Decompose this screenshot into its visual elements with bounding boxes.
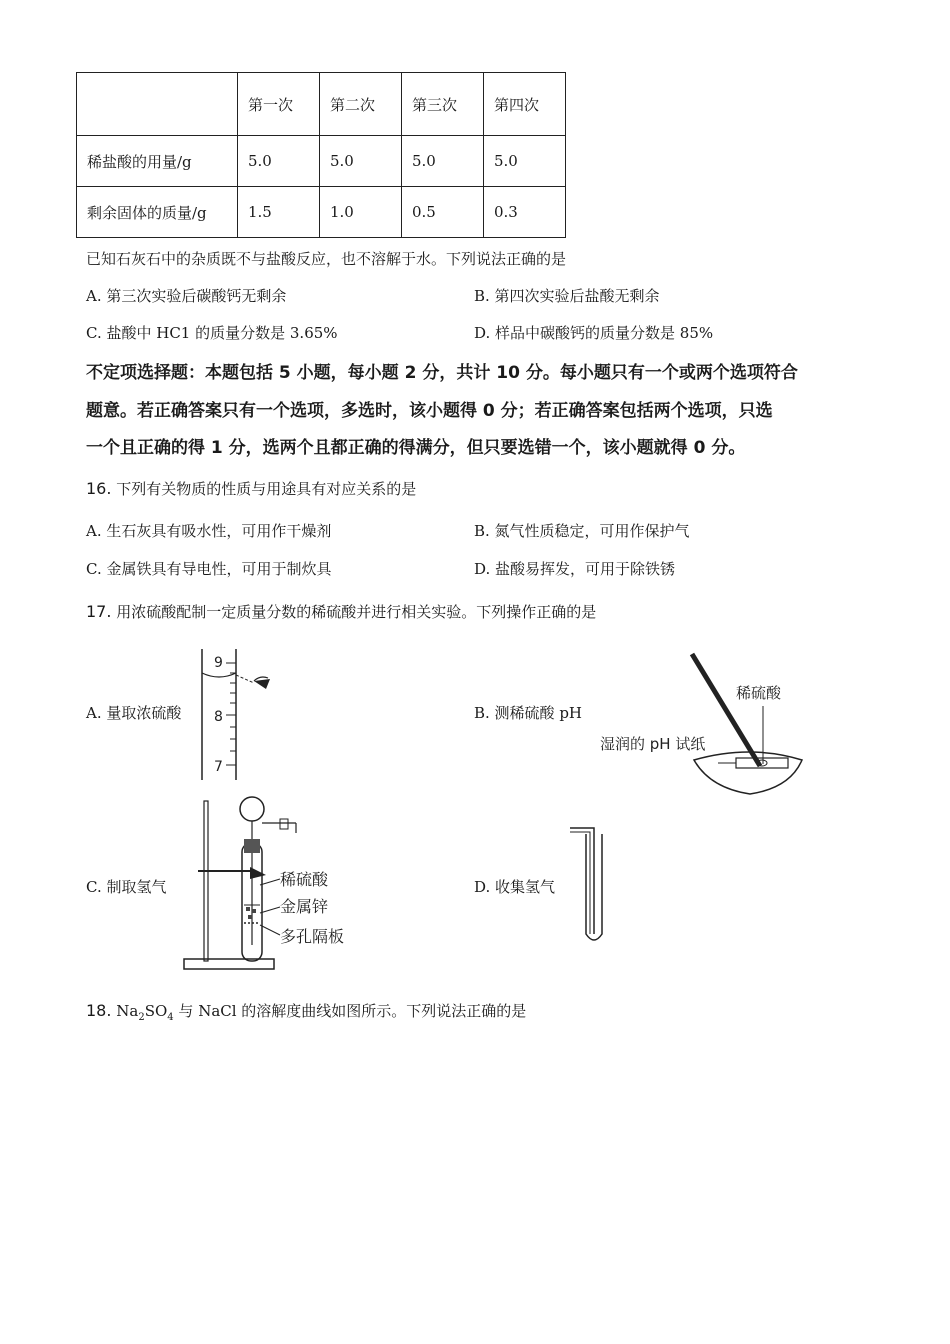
q16-option-d[interactable]: D. 盐酸易挥发，可用于除铁锈: [474, 560, 676, 578]
section-instructions-line1: 不定项选择题：本题包括 5 小题，每小题 2 分，共计 10 分。每小题只有一个或两个选项符合: [86, 363, 798, 383]
question-number: 17.: [86, 602, 112, 621]
q17-option-a[interactable]: A. 量取浓硫酸: [86, 704, 182, 722]
table-cell: 第一次: [238, 73, 320, 136]
table-cell: 第二次: [320, 73, 402, 136]
table-cell: [77, 73, 238, 136]
formula-part: SO: [144, 1002, 168, 1020]
table-header-row: [77, 73, 566, 136]
q17-stem-text: 用浓硫酸配制一定质量分数的稀硫酸并进行相关实验。下列操作正确的是: [116, 603, 597, 621]
tick-label: 7: [214, 759, 223, 775]
table-cell: 第四次: [484, 73, 566, 136]
q15-option-b[interactable]: B. 第四次实验后盐酸无剩余: [474, 287, 660, 305]
formula-part: Na: [116, 1002, 139, 1020]
label-dilute-sulfuric-acid: 稀硫酸: [280, 870, 329, 889]
label-zinc: 金属锌: [280, 897, 329, 916]
table-cell: 0.3: [484, 187, 566, 238]
table-cell: 1.0: [320, 187, 402, 238]
q16-stem: [86, 478, 416, 499]
q15-stem: 已知石灰石中的杂质既不与盐酸反应，也不溶解于水。下列说法正确的是: [86, 250, 567, 268]
table-cell: 5.0: [484, 136, 566, 187]
figure-ph-test: [600, 648, 810, 798]
q16-option-c[interactable]: C. 金属铁具有导电性，可用于制炊具: [86, 560, 332, 578]
experiment-table: [76, 72, 566, 238]
q17-option-b[interactable]: B. 测稀硫酸 pH: [474, 704, 583, 722]
label-dilute-sulfuric-acid: 稀硫酸: [736, 684, 782, 702]
q17-stem: [86, 601, 596, 622]
section-instructions-line2: 题意。若正确答案只有一个选项，多选时，该小题得 0 分；若正确答案包括两个选项，只选: [86, 401, 773, 421]
question-number: 18.: [86, 1001, 112, 1020]
table-row: [77, 187, 566, 238]
table-cell: 5.0: [238, 136, 320, 187]
table-row: [77, 136, 566, 187]
formula-subscript: 2: [138, 1012, 145, 1023]
table-cell: 5.0: [320, 136, 402, 187]
question-number: 16.: [86, 479, 112, 498]
section-instructions-line3: 一个且正确的得 1 分，选两个且都正确的得满分，但只要选错一个，该小题就得 0 分。: [86, 438, 746, 458]
q16-stem-text: 下列有关物质的性质与用途具有对应关系的是: [116, 480, 417, 498]
figure-hydrogen-generator: [180, 795, 380, 975]
tick-label: 9: [214, 655, 223, 671]
table-cell: 1.5: [238, 187, 320, 238]
table-cell: 剩余固体的质量/g: [77, 187, 238, 238]
figure-gas-collection-tube: [560, 822, 620, 952]
q15-option-a[interactable]: A. 第三次实验后碳酸钙无剩余: [86, 287, 287, 305]
table-cell: 0.5: [402, 187, 484, 238]
table-cell: 第三次: [402, 73, 484, 136]
q18-stem: [86, 1000, 526, 1023]
table-cell: 稀盐酸的用量/g: [77, 136, 238, 187]
table-cell: 5.0: [402, 136, 484, 187]
eye-icon: [254, 679, 270, 689]
q15-option-c[interactable]: C. 盐酸中 HC1 的质量分数是 3.65%: [86, 324, 338, 342]
q16-option-b[interactable]: B. 氮气性质稳定，可用作保护气: [474, 522, 690, 540]
formula-subscript: 4: [167, 1012, 174, 1023]
q18-stem-text: 与 NaCl 的溶解度曲线如图所示。下列说法正确的是: [178, 1002, 527, 1020]
q16-option-a[interactable]: A. 生石灰具有吸水性，可用作干燥剂: [86, 522, 332, 540]
q17-option-d[interactable]: D. 收集氢气: [474, 878, 556, 896]
q17-option-c[interactable]: C. 制取氢气: [86, 878, 167, 896]
label-porous-plate: 多孔隔板: [280, 927, 345, 946]
q15-option-d[interactable]: D. 样品中碳酸钙的质量分数是 85%: [474, 324, 714, 342]
figure-graduated-cylinder: [196, 645, 286, 785]
label-wet-ph-paper: 湿润的 pH 试纸: [600, 735, 706, 753]
tick-label: 8: [214, 709, 223, 725]
